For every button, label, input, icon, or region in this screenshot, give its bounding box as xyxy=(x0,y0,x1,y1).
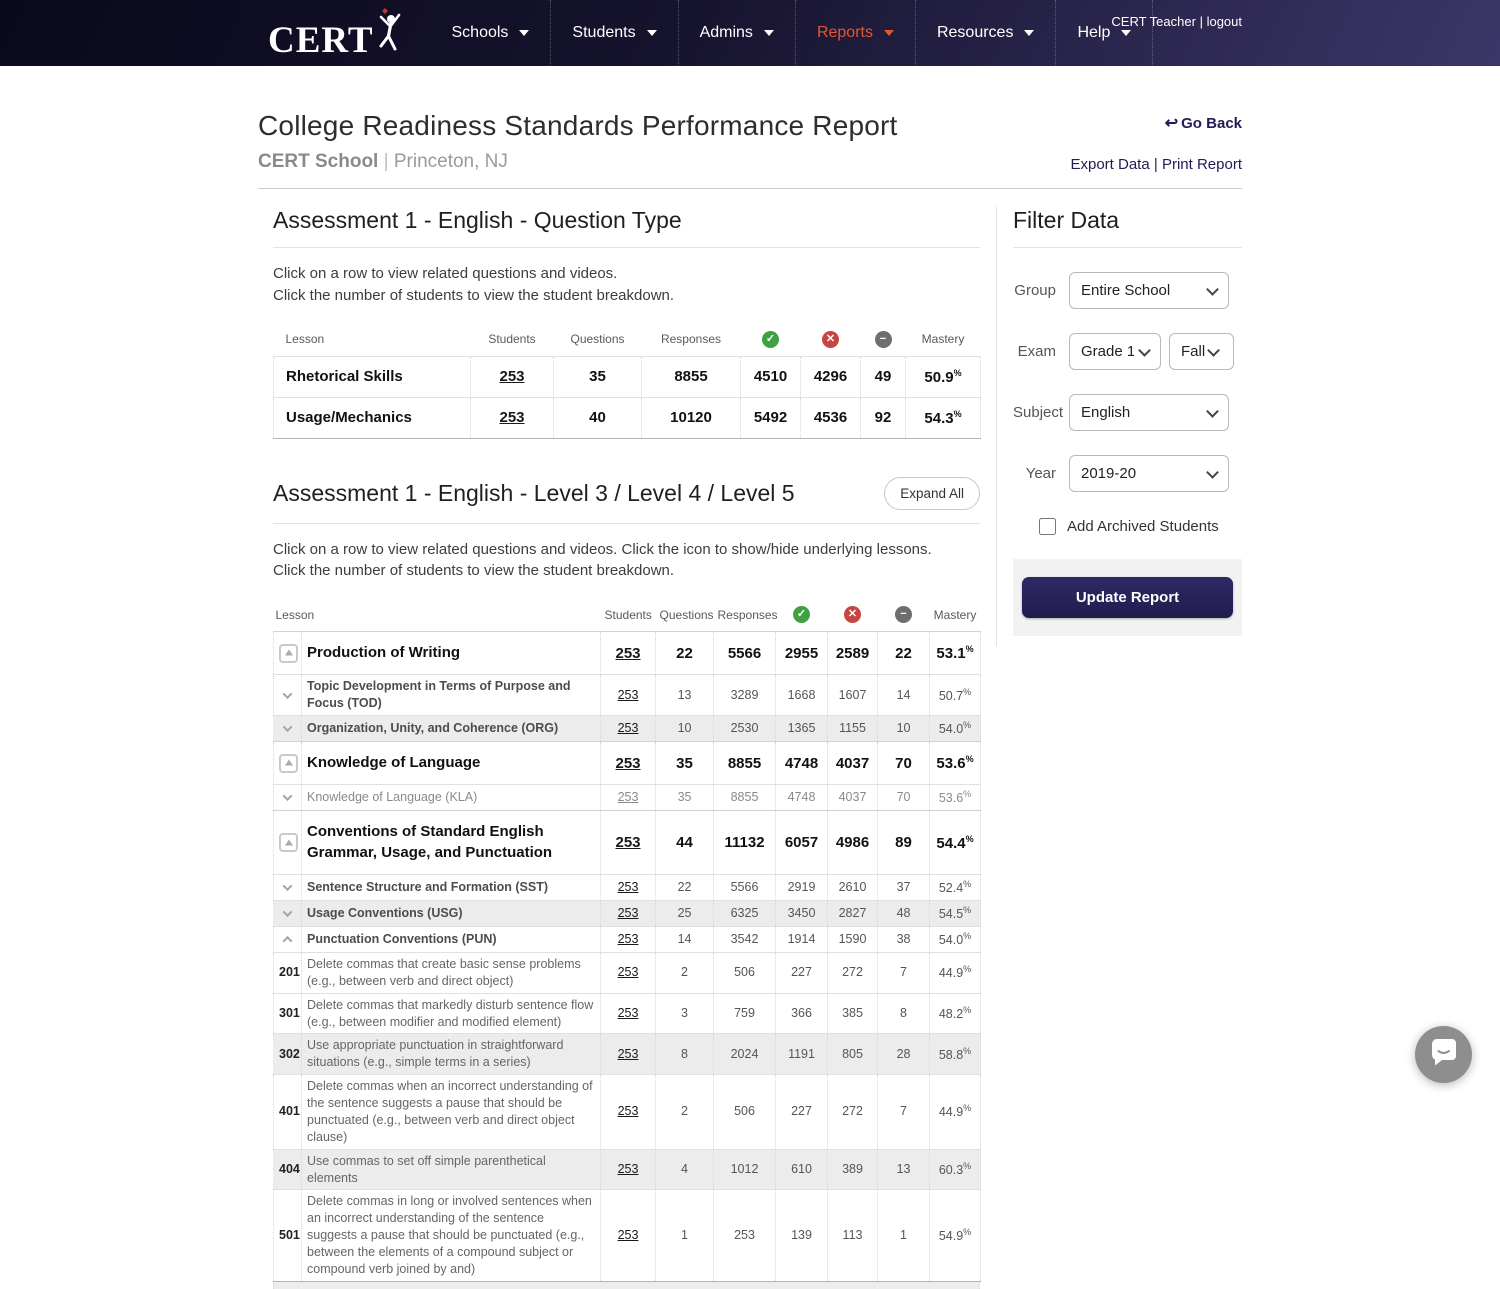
questions-cell: 4 xyxy=(656,1149,714,1190)
lesson-name-cell: Production of Writing xyxy=(302,632,601,675)
omitted-cell: 22 xyxy=(878,632,930,675)
section2-title: Assessment 1 - English - Level 3 / Level 4 / Level 5 xyxy=(273,479,795,506)
year-label: Year xyxy=(1025,465,1056,482)
lesson-row[interactable] xyxy=(274,1190,981,1281)
responses-cell: 2530 xyxy=(714,716,776,742)
students-count-link[interactable]: 253 xyxy=(617,905,639,920)
questions-cell: 14 xyxy=(656,926,714,952)
students-count-link[interactable]: 253 xyxy=(617,790,639,805)
responses-cell: 5566 xyxy=(714,632,776,675)
correct-cell: 1914 xyxy=(776,926,828,952)
questions-cell: 3 xyxy=(656,993,714,1034)
col-header-mastery: Mastery xyxy=(933,607,977,622)
questions-cell: 2 xyxy=(656,1075,714,1150)
responses-cell: 1012 xyxy=(714,1149,776,1190)
questions-cell: 2 xyxy=(656,952,714,993)
expand-lessons-icon[interactable] xyxy=(283,881,293,891)
incorrect-cell: 272 xyxy=(828,1075,878,1150)
responses-cell: 11132 xyxy=(714,811,776,875)
lesson-row[interactable] xyxy=(274,874,981,900)
col-header-students: Students xyxy=(604,607,652,622)
row-toggle-cell xyxy=(274,632,302,675)
responses-cell: 10120 xyxy=(642,397,741,438)
questions-cell: 35 xyxy=(656,742,714,785)
lesson-row[interactable] xyxy=(274,1149,981,1190)
incorrect-x-icon: ✕ xyxy=(844,606,861,623)
omitted-cell: 1 xyxy=(878,1190,930,1281)
incorrect-cell: 2610 xyxy=(828,874,878,900)
archived-students-checkbox[interactable] xyxy=(1039,518,1056,535)
filter-title: Filter Data xyxy=(1013,207,1242,248)
correct-cell: 1191 xyxy=(776,1034,828,1075)
section2-header xyxy=(273,477,980,524)
section1-title: Assessment 1 - English - Question Type xyxy=(273,207,682,233)
school-name: CERT School xyxy=(258,151,379,172)
instruction-line: Click on a row to view related questions and videos. Click the icon to show/hide underlying lessons. xyxy=(273,540,932,558)
students-count-link[interactable]: 253 xyxy=(499,409,525,426)
nav-item-label: Resources xyxy=(936,24,1014,41)
expand-lessons-icon[interactable] xyxy=(283,689,293,699)
lesson-name-cell: Usage/Mechanics xyxy=(274,397,471,438)
correct-cell: 366 xyxy=(776,993,828,1034)
lesson-row[interactable] xyxy=(274,993,981,1034)
correct-cell: 227 xyxy=(776,1075,828,1150)
go-back-link[interactable] xyxy=(1070,113,1242,133)
incorrect-cell: 272 xyxy=(828,952,878,993)
responses-cell: 253 xyxy=(714,1190,776,1281)
row-toggle-cell xyxy=(274,716,302,742)
mastery-cell: 53.6% xyxy=(930,785,981,811)
instruction-line: Click on a row to view related questions and videos. xyxy=(273,265,618,282)
table-header-row xyxy=(274,325,981,357)
nav-item-label: Admins xyxy=(699,24,753,41)
students-cell xyxy=(601,1034,656,1075)
students-cell xyxy=(601,742,656,785)
correct-check-icon: ✓ xyxy=(793,606,810,623)
correct-cell: 4748 xyxy=(776,742,828,785)
group-select[interactable] xyxy=(1069,272,1229,309)
standard-code: 302 xyxy=(279,1046,300,1061)
nav-item-label: Reports xyxy=(816,24,873,41)
lesson-row[interactable] xyxy=(274,926,981,952)
lesson-name-cell: Delete commas in long or involved sentences when an incorrect understanding of the sentence suggests a pause that should be punctuated (e.g., between the elements of a compound subject or compound verb joined by and) xyxy=(302,1190,601,1281)
archived-students-label: Add Archived Students xyxy=(1067,518,1219,535)
nav-item-resources[interactable] xyxy=(915,0,1055,66)
divider: | xyxy=(383,151,389,172)
incorrect-cell: 2827 xyxy=(828,900,878,926)
mastery-cell: 54.9% xyxy=(930,1190,981,1281)
update-panel xyxy=(1013,559,1242,636)
students-count-link[interactable]: 253 xyxy=(617,1104,639,1119)
expand-all-button[interactable]: Expand All xyxy=(884,477,980,510)
lesson-name-cell: Punctuation Conventions (PUN) xyxy=(302,926,601,952)
omitted-cell: 28 xyxy=(878,1034,930,1075)
students-cell xyxy=(601,952,656,993)
row-toggle-cell xyxy=(274,1190,302,1281)
question-type-table xyxy=(273,325,981,439)
incorrect-cell: 385 xyxy=(828,993,878,1034)
toggle-lessons-icon[interactable] xyxy=(279,754,298,773)
lesson-row[interactable] xyxy=(274,785,981,811)
lesson-row[interactable] xyxy=(274,952,981,993)
chevron-down-icon xyxy=(764,30,774,36)
mastery-cell: 54.4% xyxy=(930,811,981,875)
lesson-name-cell: Conventions of Standard English Grammar, Usage, and Punctuation xyxy=(302,811,601,875)
students-cell xyxy=(471,397,554,438)
chevron-down-icon xyxy=(884,30,894,36)
students-cell xyxy=(471,356,554,397)
students-cell xyxy=(601,1075,656,1150)
omitted-minus-icon: − xyxy=(895,606,912,623)
collapse-lessons-icon[interactable] xyxy=(283,936,293,946)
section1-header xyxy=(273,207,980,248)
questions-cell: 44 xyxy=(656,811,714,875)
row-toggle-cell xyxy=(274,1034,302,1075)
correct-cell: 6057 xyxy=(776,811,828,875)
year-select[interactable] xyxy=(1069,455,1229,492)
row-toggle-cell xyxy=(274,952,302,993)
incorrect-cell: 4296 xyxy=(801,356,861,397)
chevron-down-icon xyxy=(1121,30,1131,36)
row-toggle-cell xyxy=(274,1075,302,1150)
students-cell xyxy=(601,926,656,952)
questions-cell: 10 xyxy=(656,716,714,742)
archived-students-option xyxy=(1039,518,1242,535)
students-cell xyxy=(601,900,656,926)
row-toggle-cell xyxy=(274,675,302,716)
nav-item-admins[interactable] xyxy=(678,0,795,66)
students-count-link[interactable]: 253 xyxy=(617,721,639,736)
nav-item-students[interactable] xyxy=(550,0,677,66)
report-actions xyxy=(1070,156,1242,173)
questions-cell: 22 xyxy=(656,632,714,675)
table-header-row xyxy=(274,600,981,632)
incorrect-cell: 805 xyxy=(828,1034,878,1075)
correct-cell: 2955 xyxy=(776,632,828,675)
chat-launcher-button[interactable] xyxy=(1415,1026,1472,1083)
students-cell xyxy=(601,632,656,675)
nav-menu xyxy=(431,0,1154,66)
students-cell xyxy=(601,1190,656,1281)
responses-cell: 506 xyxy=(714,1075,776,1150)
responses-cell: 759 xyxy=(714,993,776,1034)
standard-code: 301 xyxy=(279,1006,300,1021)
col-header-questions: Questions xyxy=(659,607,714,622)
levels-table xyxy=(273,600,981,1282)
students-count-link[interactable]: 253 xyxy=(617,931,639,946)
incorrect-cell: 1607 xyxy=(828,675,878,716)
row-toggle-cell xyxy=(274,785,302,811)
print-report-link[interactable]: Print Report xyxy=(1161,156,1242,173)
students-count-link[interactable]: 253 xyxy=(615,834,641,852)
omitted-minus-icon: − xyxy=(875,331,892,348)
omitted-cell: 89 xyxy=(878,811,930,875)
correct-cell: 4748 xyxy=(776,785,828,811)
students-cell xyxy=(601,675,656,716)
mastery-cell: 54.3% xyxy=(906,397,981,438)
expand-lessons-icon[interactable] xyxy=(283,722,293,732)
section1-instructions xyxy=(273,263,980,307)
omitted-cell: 37 xyxy=(878,874,930,900)
students-count-link[interactable]: 253 xyxy=(617,965,639,980)
incorrect-cell: 4536 xyxy=(801,397,861,438)
row-toggle-cell xyxy=(274,742,302,785)
questions-cell: 1 xyxy=(656,1190,714,1281)
lesson-row[interactable] xyxy=(274,1075,981,1150)
lesson-name-cell: Delete commas that create basic sense problems (e.g., between verb and direct object) xyxy=(302,952,601,993)
omitted-cell: 10 xyxy=(878,716,930,742)
responses-cell: 3542 xyxy=(714,926,776,952)
correct-cell: 610 xyxy=(776,1149,828,1190)
cert-logo-figure-icon xyxy=(376,8,401,57)
students-count-link[interactable]: 253 xyxy=(617,1046,639,1061)
questions-cell: 8 xyxy=(656,1034,714,1075)
row-toggle-cell xyxy=(274,926,302,952)
col-header-responses: Responses xyxy=(717,607,778,622)
triangle-up-icon xyxy=(285,760,293,766)
row-toggle-cell xyxy=(274,1149,302,1190)
lesson-row[interactable] xyxy=(274,742,981,785)
omitted-cell: 14 xyxy=(878,675,930,716)
mastery-cell: 58.8% xyxy=(930,1034,981,1075)
mastery-cell: 54.5% xyxy=(930,900,981,926)
responses-cell: 2024 xyxy=(714,1034,776,1075)
standard-code: 501 xyxy=(279,1228,300,1243)
omitted-cell: 70 xyxy=(878,785,930,811)
toggle-lessons-icon[interactable] xyxy=(279,644,298,663)
export-data-link[interactable]: Export Data xyxy=(1070,156,1150,173)
instruction-line: Click the number of students to view the student breakdown. xyxy=(273,286,675,304)
lesson-row[interactable] xyxy=(274,1034,981,1075)
students-cell xyxy=(601,874,656,900)
students-cell xyxy=(601,811,656,875)
user-session-info xyxy=(1111,14,1242,29)
col-header-responses: Responses xyxy=(660,332,722,346)
students-count-link[interactable]: 253 xyxy=(617,1228,639,1243)
lesson-name-cell: Rhetorical Skills xyxy=(274,356,471,397)
correct-check-icon: ✓ xyxy=(762,331,779,348)
lesson-row[interactable] xyxy=(274,675,981,716)
report-heading-block xyxy=(258,110,898,173)
lesson-row[interactable] xyxy=(274,716,981,742)
omitted-cell: 7 xyxy=(878,1075,930,1150)
school-subtitle xyxy=(258,151,898,173)
mastery-cell: 44.9% xyxy=(930,952,981,993)
responses-cell: 506 xyxy=(714,952,776,993)
mastery-cell: 50.7% xyxy=(930,675,981,716)
chevron-down-icon xyxy=(519,30,529,36)
incorrect-cell: 2589 xyxy=(828,632,878,675)
mastery-cell: 54.0% xyxy=(930,926,981,952)
omitted-cell: 38 xyxy=(878,926,930,952)
students-count-link[interactable]: 253 xyxy=(617,879,639,894)
exam-season-select[interactable] xyxy=(1169,333,1234,370)
students-cell xyxy=(601,1149,656,1190)
students-cell xyxy=(601,785,656,811)
lesson-row[interactable] xyxy=(274,811,981,875)
omitted-cell: 13 xyxy=(878,1149,930,1190)
row-toggle-cell xyxy=(274,993,302,1034)
exam-label: Exam xyxy=(1017,343,1056,360)
mastery-cell: 54.0% xyxy=(930,716,981,742)
mastery-cell: 60.3% xyxy=(930,1149,981,1190)
questions-cell: 25 xyxy=(656,900,714,926)
students-count-link[interactable]: 253 xyxy=(617,687,639,702)
incorrect-cell: 4986 xyxy=(828,811,878,875)
responses-cell: 6325 xyxy=(714,900,776,926)
lesson-name-cell: Knowledge of Language xyxy=(302,742,601,785)
incorrect-cell: 4037 xyxy=(828,785,878,811)
lesson-name-cell: Use appropriate punctuation in straightforward situations (e.g., simple terms in a series) xyxy=(302,1034,601,1075)
subject-select[interactable] xyxy=(1069,394,1229,431)
divider: | xyxy=(1153,156,1158,173)
correct-cell: 3450 xyxy=(776,900,828,926)
mastery-cell: 50.9% xyxy=(906,356,981,397)
header-divider xyxy=(258,188,1242,189)
students-count-link[interactable]: 253 xyxy=(499,368,525,385)
responses-cell: 8855 xyxy=(642,356,741,397)
divider: | xyxy=(1199,14,1203,29)
go-back-label: Go Back xyxy=(1181,115,1242,132)
nav-item-schools[interactable] xyxy=(431,0,551,66)
omitted-cell: 70 xyxy=(878,742,930,785)
col-header-questions: Questions xyxy=(570,332,625,346)
omitted-cell: 8 xyxy=(878,993,930,1034)
mastery-cell: 53.6% xyxy=(930,742,981,785)
row-toggle-cell xyxy=(274,811,302,875)
incorrect-cell: 389 xyxy=(828,1149,878,1190)
correct-cell: 227 xyxy=(776,952,828,993)
lesson-row[interactable] xyxy=(274,900,981,926)
page-title: College Readiness Standards Performance Report xyxy=(258,110,898,141)
nav-item-label: Help xyxy=(1077,24,1111,41)
logout-link[interactable]: logout xyxy=(1206,14,1242,29)
lesson-name-cell: Delete commas that markedly disturb sentence flow (e.g., between modifier and modified element) xyxy=(302,993,601,1034)
update-report-button[interactable]: Update Report xyxy=(1022,577,1233,618)
user-name: CERT Teacher xyxy=(1111,14,1196,29)
mastery-cell: 53.1% xyxy=(930,632,981,675)
responses-cell: 8855 xyxy=(714,785,776,811)
col-header-lesson: Lesson xyxy=(275,607,315,622)
mastery-cell: 44.9% xyxy=(930,1075,981,1150)
nav-item-reports[interactable] xyxy=(795,0,915,66)
back-arrow-icon: ↩ xyxy=(1164,115,1179,132)
triangle-up-icon xyxy=(285,839,293,845)
students-count-link[interactable]: 253 xyxy=(615,754,641,772)
incorrect-cell: 4037 xyxy=(828,742,878,785)
chat-bubble-icon xyxy=(1430,1038,1457,1071)
lesson-row[interactable] xyxy=(274,632,981,675)
nav-item-help[interactable] xyxy=(1055,0,1153,66)
omitted-cell: 48 xyxy=(878,900,930,926)
cert-logo-text: CERT xyxy=(268,19,374,61)
questions-cell: 40 xyxy=(554,397,642,438)
standard-code: 201 xyxy=(279,965,300,980)
cert-logo[interactable] xyxy=(268,8,401,59)
responses-cell: 8855 xyxy=(714,742,776,785)
lesson-name-cell: Sentence Structure and Formation (SST) xyxy=(302,874,601,900)
omitted-cell: 7 xyxy=(878,952,930,993)
students-count-link[interactable]: 253 xyxy=(617,1006,639,1021)
nav-item-label: Students xyxy=(572,24,636,41)
col-header-students: Students xyxy=(488,332,536,346)
omitted-cell: 92 xyxy=(861,397,906,438)
mastery-cell: 52.4% xyxy=(930,874,981,900)
incorrect-cell: 1590 xyxy=(828,926,878,952)
lesson-name-cell: Usage Conventions (USG) xyxy=(302,900,601,926)
section2-instructions xyxy=(273,539,980,583)
group-label: Group xyxy=(1014,282,1056,299)
row-toggle-cell xyxy=(274,874,302,900)
correct-cell: 1668 xyxy=(776,675,828,716)
questions-cell: 22 xyxy=(656,874,714,900)
incorrect-cell: 113 xyxy=(828,1190,878,1281)
lesson-row[interactable] xyxy=(274,397,981,438)
triangle-up-icon xyxy=(285,650,293,656)
correct-cell: 2919 xyxy=(776,874,828,900)
chevron-down-icon xyxy=(1024,30,1034,36)
students-cell xyxy=(601,993,656,1034)
chevron-down-icon xyxy=(647,30,657,36)
students-cell xyxy=(601,716,656,742)
col-header-mastery: Mastery xyxy=(921,332,965,346)
nav-item-label: Schools xyxy=(451,24,509,41)
subject-label: Subject xyxy=(1013,404,1064,421)
correct-cell: 5492 xyxy=(741,397,801,438)
instruction-line: Click the number of students to view the student breakdown. xyxy=(273,562,675,580)
mastery-cell: 48.2% xyxy=(930,993,981,1034)
omitted-cell: 49 xyxy=(861,356,906,397)
standard-code: 401 xyxy=(279,1104,300,1119)
responses-cell: 5566 xyxy=(714,874,776,900)
exam-grade-select[interactable] xyxy=(1069,333,1161,370)
lesson-name-cell: Topic Development in Terms of Purpose and Focus (TOD) xyxy=(302,675,601,716)
toggle-lessons-icon[interactable] xyxy=(279,833,298,852)
filter-sidebar xyxy=(996,207,1242,646)
lesson-name-cell: Knowledge of Language (KLA) xyxy=(302,785,601,811)
cut-off-table-row xyxy=(273,1282,980,1289)
top-nav-bar xyxy=(0,0,1500,66)
lesson-name-cell: Delete commas when an incorrect understanding of the sentence suggests a pause that should be punctuated (e.g., between verb and direct object clause) xyxy=(302,1075,601,1150)
lesson-name-cell: Use commas to set off simple parenthetical elements xyxy=(302,1149,601,1190)
row-toggle-cell xyxy=(274,900,302,926)
responses-cell: 3289 xyxy=(714,675,776,716)
col-header-lesson: Lesson xyxy=(285,332,325,346)
incorrect-x-icon: ✕ xyxy=(822,331,839,348)
correct-cell: 139 xyxy=(776,1190,828,1281)
school-location: Princeton, NJ xyxy=(393,151,508,172)
lesson-row[interactable] xyxy=(274,356,981,397)
correct-cell: 1365 xyxy=(776,716,828,742)
incorrect-cell: 1155 xyxy=(828,716,878,742)
questions-cell: 35 xyxy=(554,356,642,397)
lesson-name-cell: Organization, Unity, and Coherence (ORG) xyxy=(302,716,601,742)
correct-cell: 4510 xyxy=(741,356,801,397)
questions-cell: 35 xyxy=(656,785,714,811)
expand-lessons-icon[interactable] xyxy=(283,907,293,917)
students-count-link[interactable]: 253 xyxy=(615,644,641,662)
students-count-link[interactable]: 253 xyxy=(617,1162,639,1177)
standard-code: 404 xyxy=(279,1162,300,1177)
expand-lessons-icon[interactable] xyxy=(283,791,293,801)
questions-cell: 13 xyxy=(656,675,714,716)
